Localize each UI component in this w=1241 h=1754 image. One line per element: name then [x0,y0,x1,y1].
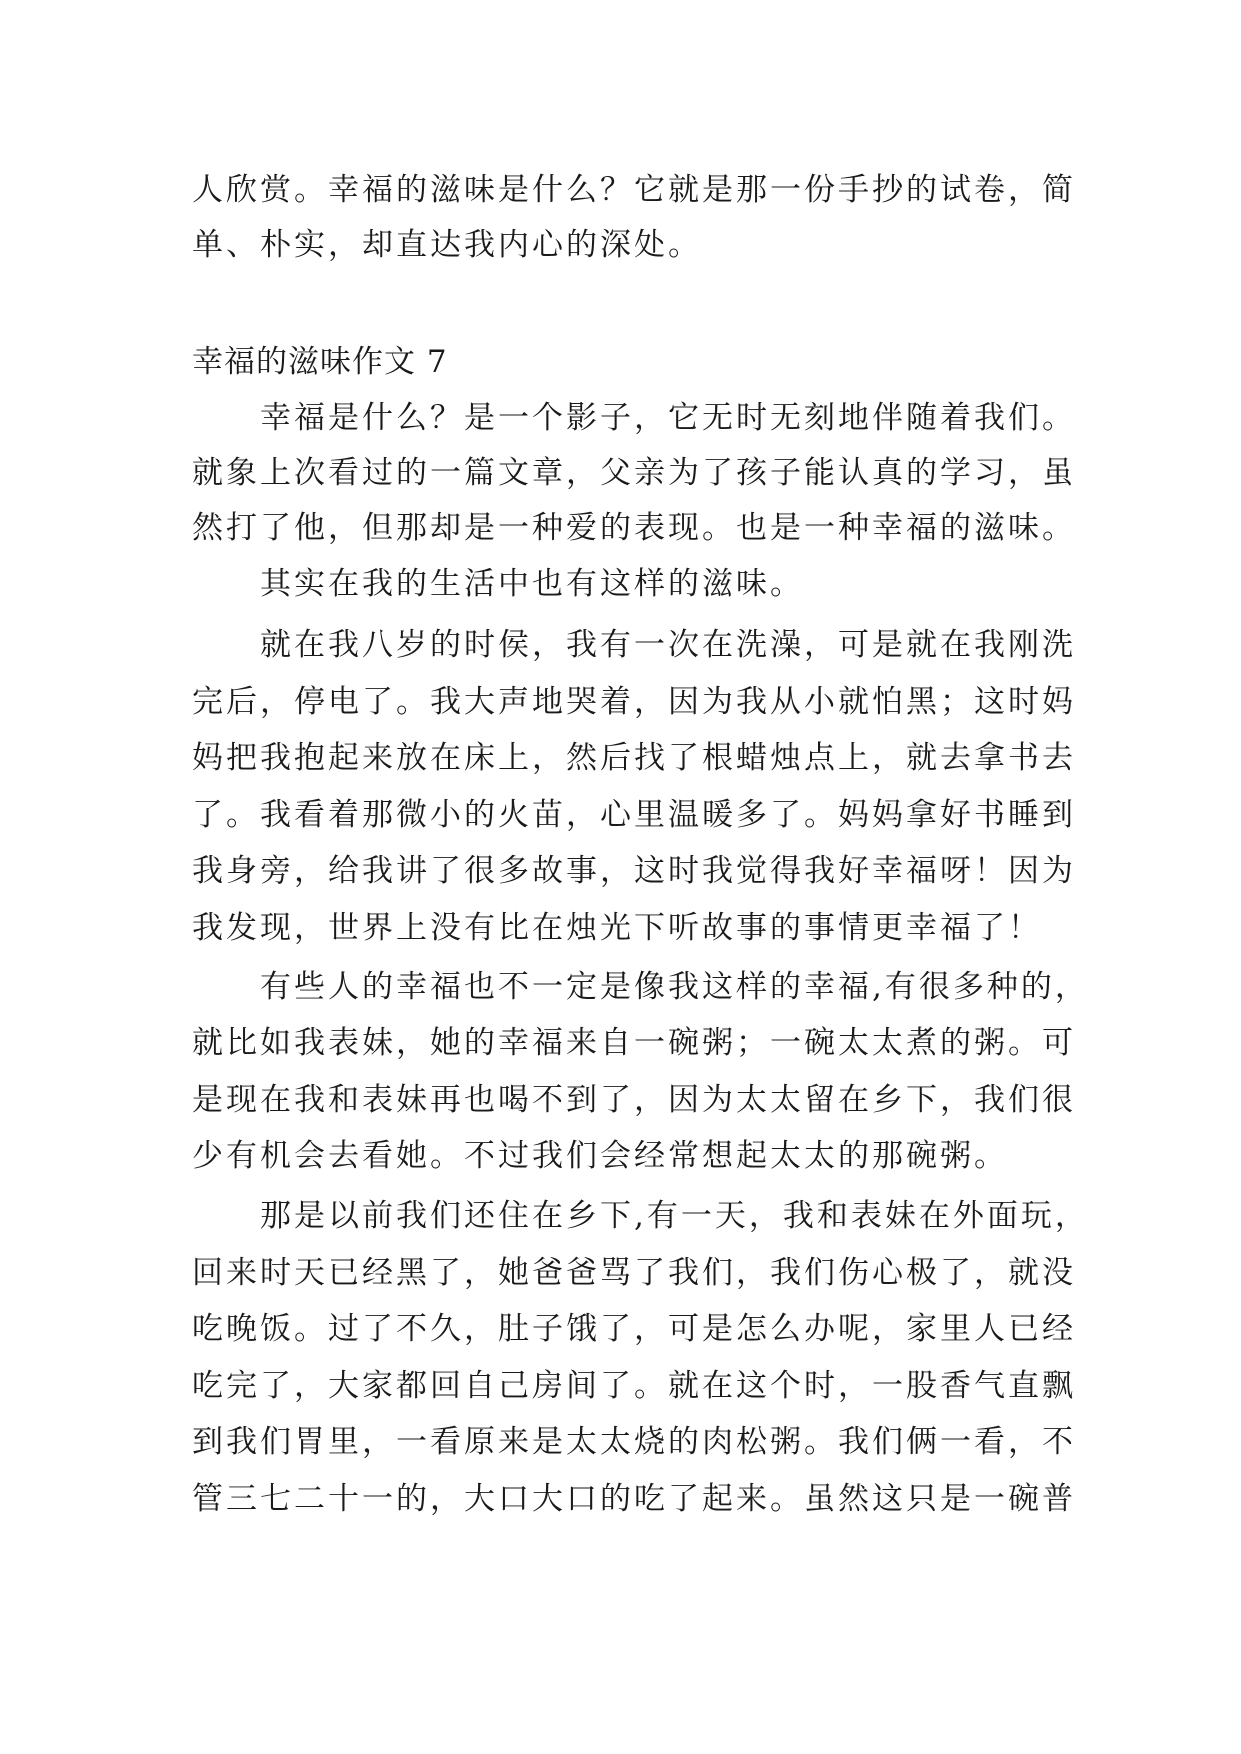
text-line: 吃完了，大家都回自己房间了。就在这个时，一股香气直飘 [192,1368,1076,1404]
text-line: 然打了他，但那却是一种爱的表现。也是一种幸福的滋味。 [192,510,1076,546]
text-line: 就象上次看过的一篇文章，父亲为了孩子能认真的学习，虽 [192,455,1076,491]
text-line: 吃晚饭。过了不久，肚子饿了，可是怎么办呢，家里人已经 [192,1311,1076,1347]
text-line: 我发现，世界上没有比在烛光下听故事的事情更幸福了！ [192,910,1042,946]
text-line: 完后，停电了。我大声地哭着，因为我从小就怕黑；这时妈 [192,684,1076,720]
text-line: 单、朴实，却直达我内心的深处。 [192,227,702,263]
text-line: 妈把我抱起来放在床上，然后找了根蜡烛点上，就去拿书去 [192,740,1076,776]
text-line: 其实在我的生活中也有这样的滋味。 [192,566,804,602]
text-line: 就比如我表妹，她的幸福来自一碗粥；一碗太太煮的粥。可 [192,1025,1076,1061]
text-line: 就在我八岁的时侯，我有一次在洗澡，可是就在我刚洗 [192,627,1076,663]
text-line: 到我们胃里，一看原来是太太烧的肉松粥。我们俩一看，不 [192,1424,1076,1460]
section-heading: 幸福的滋味作文 7 [192,344,448,380]
text-line: 我身旁，给我讲了很多故事，这时我觉得我好幸福呀！因为 [192,853,1076,889]
text-line: 管三七二十一的，大口大口的吃了起来。虽然这只是一碗普 [192,1481,1076,1517]
text-line: 了。我看着那微小的火苗，心里温暖多了。妈妈拿好书睡到 [192,797,1076,833]
text-line: 有些人的幸福也不一定是像我这样的幸福,有很多种的， [192,969,1089,1005]
text-line: 幸福是什么？是一个影子，它无时无刻地伴随着我们。 [192,400,1076,436]
text-line: 人欣赏。幸福的滋味是什么？它就是那一份手抄的试卷，简 [192,172,1076,208]
text-line: 回来时天已经黑了，她爸爸骂了我们，我们伤心极了，就没 [192,1255,1076,1291]
text-line: 是现在我和表妹再也喝不到了，因为太太留在乡下，我们很 [192,1082,1076,1118]
text-line: 那是以前我们还住在乡下,有一天，我和表妹在外面玩， [192,1198,1089,1234]
text-line: 少有机会去看她。不过我们会经常想起太太的那碗粥。 [192,1138,1008,1174]
